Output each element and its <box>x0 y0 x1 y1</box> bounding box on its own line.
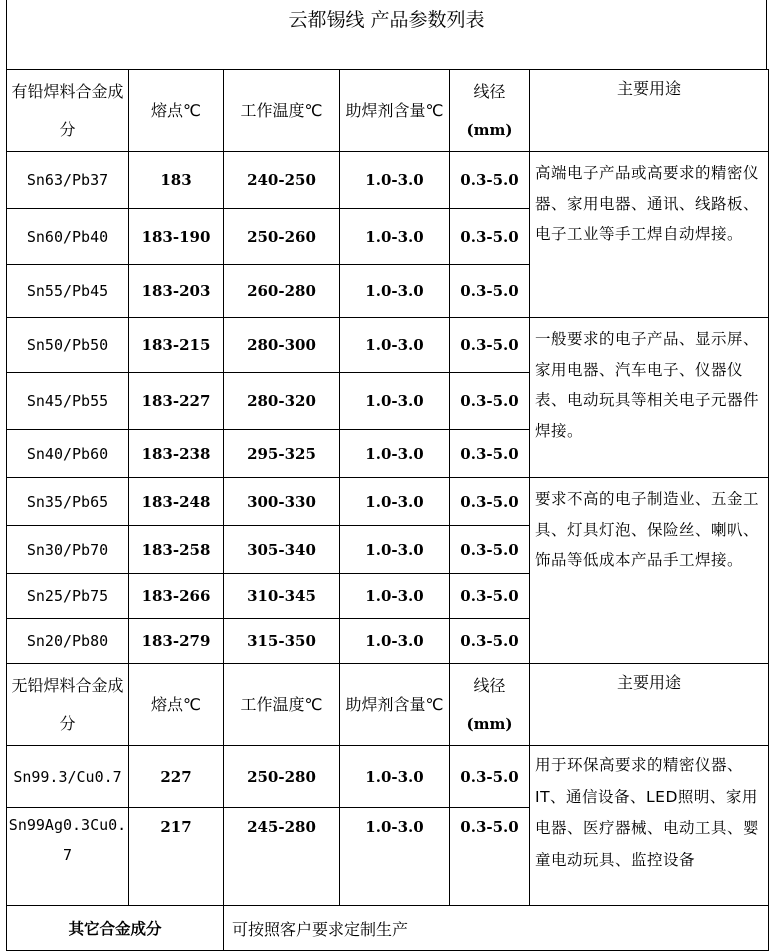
table-row <box>7 152 769 209</box>
melting-cell: 217 <box>129 808 224 906</box>
work-temp-cell: 300-330 <box>224 478 340 526</box>
alloy-cell: Sn99Ag0.3Cu0.7 <box>7 808 129 906</box>
alloy-cell: Sn40/Pb60 <box>7 430 129 478</box>
usage-cell: 一般要求的电子产品、显示屏、家用电器、汽车电子、仪器仪表、电动玩具等相关电子元器件焊接。 <box>530 318 769 478</box>
melting-cell: 183-258 <box>129 526 224 574</box>
flux-cell: 1.0-3.0 <box>340 265 450 318</box>
leadfree-header-diameter <box>450 664 530 746</box>
diameter-cell: 0.3-5.0 <box>450 619 530 664</box>
leadfree-header-alloy: 无铅焊料合金成分 <box>7 664 129 746</box>
product-spec-table <box>6 69 769 951</box>
melting-cell: 227 <box>129 746 224 808</box>
melting-cell: 183-238 <box>129 430 224 478</box>
alloy-cell: Sn99.3/Cu0.7 <box>7 746 129 808</box>
leadfree-header-usage: 主要用途 <box>530 664 769 746</box>
melting-cell: 183-266 <box>129 574 224 619</box>
flux-cell: 1.0-3.0 <box>340 152 450 209</box>
work-temp-cell: 260-280 <box>224 265 340 318</box>
flux-cell: 1.0-3.0 <box>340 619 450 664</box>
alloy-cell: Sn60/Pb40 <box>7 209 129 265</box>
melting-cell: 183-203 <box>129 265 224 318</box>
leadfree-header-diameter-label: 线径 <box>473 675 506 695</box>
diameter-cell: 0.3-5.0 <box>450 526 530 574</box>
diameter-cell: 0.3-5.0 <box>450 209 530 265</box>
leaded-header-work-temp: 工作温度℃ <box>224 70 340 152</box>
melting-cell: 183-279 <box>129 619 224 664</box>
work-temp-cell: 245-280 <box>224 808 340 906</box>
work-temp-cell: 280-320 <box>224 373 340 430</box>
leadfree-header-flux: 助焊剂含量℃ <box>340 664 450 746</box>
melting-cell: 183 <box>129 152 224 209</box>
leadfree-header-row <box>7 664 769 746</box>
work-temp-cell: 250-280 <box>224 746 340 808</box>
usage-cell: 高端电子产品或高要求的精密仪器、家用电器、通讯、线路板、电子工业等手工焊自动焊接。 <box>530 152 769 318</box>
leadfree-header-work-temp: 工作温度℃ <box>224 664 340 746</box>
leadfree-header-diameter-unit: (mm) <box>466 714 513 733</box>
usage-cell: 要求不高的电子制造业、五金工具、灯具灯泡、保险丝、喇叭、饰品等低成本产品手工焊接。 <box>530 478 769 664</box>
alloy-cell: Sn63/Pb37 <box>7 152 129 209</box>
diameter-cell: 0.3-5.0 <box>450 746 530 808</box>
table-row <box>7 746 769 808</box>
alloy-cell: Sn45/Pb55 <box>7 373 129 430</box>
leaded-header-alloy: 有铅焊料合金成分 <box>7 70 129 152</box>
diameter-cell: 0.3-5.0 <box>450 265 530 318</box>
title-frame <box>6 0 767 70</box>
alloy-cell: Sn20/Pb80 <box>7 619 129 664</box>
work-temp-cell: 310-345 <box>224 574 340 619</box>
melting-cell: 183-227 <box>129 373 224 430</box>
diameter-cell: 0.3-5.0 <box>450 430 530 478</box>
melting-cell: 183-248 <box>129 478 224 526</box>
leaded-header-row <box>7 70 769 152</box>
usage-cell: 用于环保高要求的精密仪器、IT、通信设备、LED照明、家用电器、医疗器械、电动工具、婴童电动玩具、监控设备 <box>530 746 769 906</box>
flux-cell: 1.0-3.0 <box>340 526 450 574</box>
diameter-cell: 0.3-5.0 <box>450 152 530 209</box>
flux-cell: 1.0-3.0 <box>340 318 450 373</box>
leaded-header-melting: 熔点℃ <box>129 70 224 152</box>
flux-cell: 1.0-3.0 <box>340 574 450 619</box>
melting-cell: 183-215 <box>129 318 224 373</box>
leaded-header-usage: 主要用途 <box>530 70 769 152</box>
work-temp-cell: 280-300 <box>224 318 340 373</box>
leaded-header-flux: 助焊剂含量℃ <box>340 70 450 152</box>
table-row <box>7 318 769 373</box>
other-alloy-value: 可按照客户要求定制生产 <box>224 906 769 951</box>
diameter-cell: 0.3-5.0 <box>450 478 530 526</box>
leadfree-header-melting: 熔点℃ <box>129 664 224 746</box>
leaded-header-diameter <box>450 70 530 152</box>
work-temp-cell: 305-340 <box>224 526 340 574</box>
alloy-cell: Sn30/Pb70 <box>7 526 129 574</box>
alloy-cell: Sn50/Pb50 <box>7 318 129 373</box>
flux-cell: 1.0-3.0 <box>340 746 450 808</box>
table-row <box>7 478 769 526</box>
flux-cell: 1.0-3.0 <box>340 808 450 906</box>
flux-cell: 1.0-3.0 <box>340 430 450 478</box>
flux-cell: 1.0-3.0 <box>340 209 450 265</box>
alloy-cell: Sn55/Pb45 <box>7 265 129 318</box>
flux-cell: 1.0-3.0 <box>340 478 450 526</box>
leaded-header-diameter-unit: (mm) <box>466 120 513 139</box>
page-title: 云都锡线 产品参数列表 <box>288 9 485 31</box>
alloy-cell: Sn35/Pb65 <box>7 478 129 526</box>
diameter-cell: 0.3-5.0 <box>450 574 530 619</box>
diameter-cell: 0.3-5.0 <box>450 373 530 430</box>
work-temp-cell: 250-260 <box>224 209 340 265</box>
other-alloy-label: 其它合金成分 <box>7 906 224 951</box>
work-temp-cell: 315-350 <box>224 619 340 664</box>
other-alloy-row <box>7 906 769 951</box>
alloy-cell: Sn25/Pb75 <box>7 574 129 619</box>
work-temp-cell: 240-250 <box>224 152 340 209</box>
leaded-header-diameter-label: 线径 <box>473 81 506 101</box>
melting-cell: 183-190 <box>129 209 224 265</box>
diameter-cell: 0.3-5.0 <box>450 808 530 906</box>
diameter-cell: 0.3-5.0 <box>450 318 530 373</box>
flux-cell: 1.0-3.0 <box>340 373 450 430</box>
work-temp-cell: 295-325 <box>224 430 340 478</box>
